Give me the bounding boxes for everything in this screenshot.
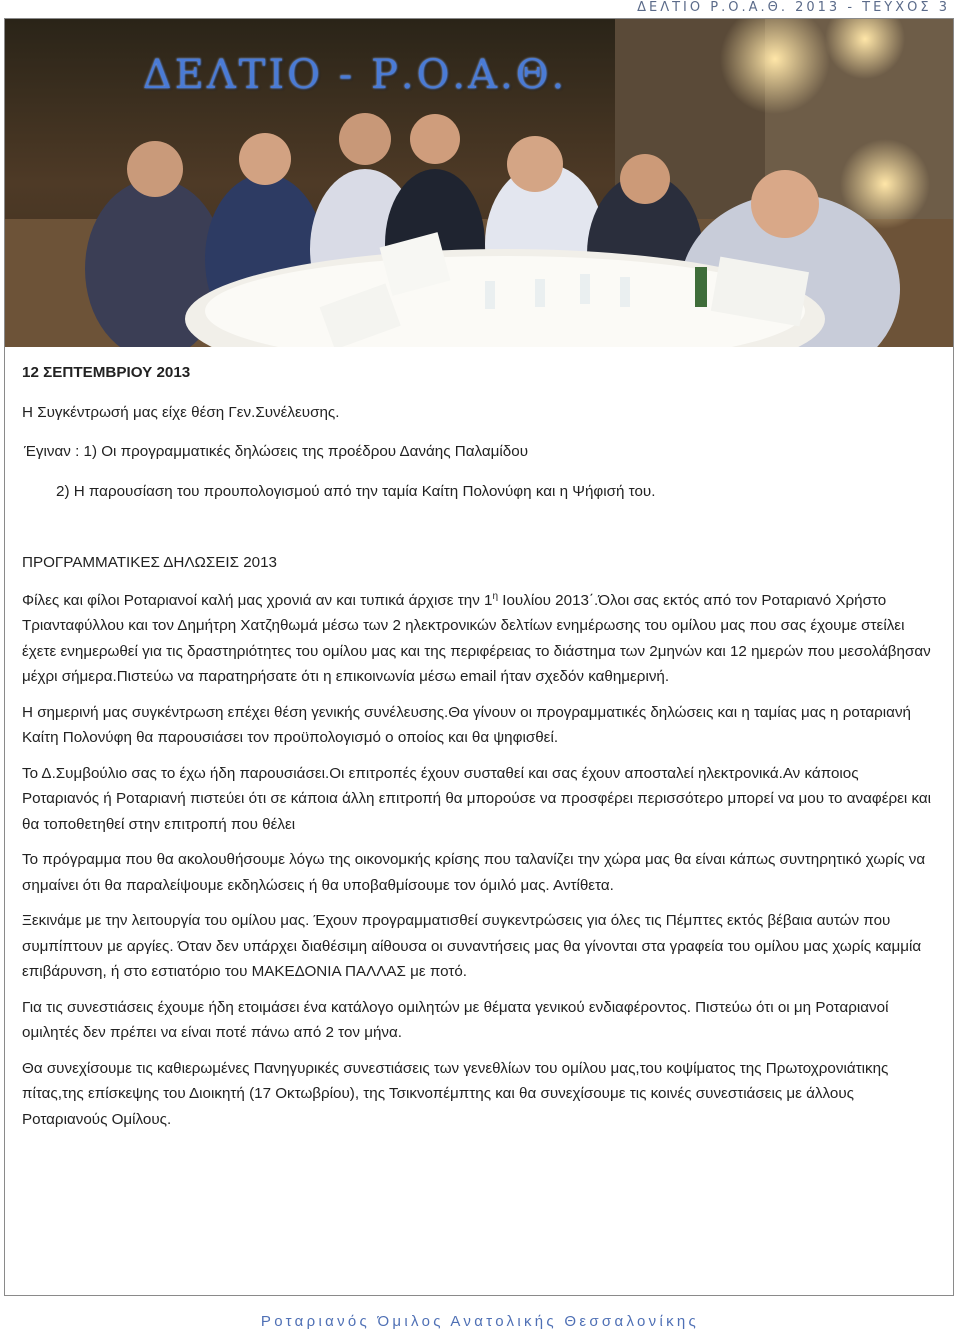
article-body xyxy=(22,360,937,1132)
section-title: ΠΡΟΓΡΑΜΜΑΤΙΚΕΣ ΔΗΛΩΣΕΙΣ 2013 xyxy=(22,554,277,571)
agenda-item-1: Έγιναν : 1) Οι προγραμματικές δηλώσεις της προέδρου Δανάης Παλαμίδου xyxy=(24,443,529,460)
meeting-date: 12 ΣΕΠΤΕΜΒΡΙΟΥ 2013 xyxy=(22,364,191,381)
paragraph-1-start: Φίλες και φίλοι Ροταριανοί καλή μας χρονιά αν και τυπικά άρχισε την 1 xyxy=(22,591,493,609)
footer-club-name: Ροταριανός Όμιλος Ανατολικής Θεσσαλονίκης xyxy=(260,1313,700,1330)
paragraph-4: Το πρόγραμμα που θα ακολουθήσουμε λόγω της οικονομκής κρίσης που ταλανίζει την χώρα μας θα είναι κάπως συντηρητικό χωρίς να σημαίνει ότι θα παραλείψουμε εκδηλώσεις ή θα υποβαθμίσουμε τον όμιλό μας. Αντίθετα. xyxy=(22,851,926,894)
paragraph-1-rest: Ιουλίου 2013΄.Όλοι σας εκτός από τον Ροταριανό Χρήστο Τριανταφύλλου και τον Δημήτρη Χατζηθωμά μέσω των 2 ηλεκτρονικών δελτίων ενημέρωσης του ομίλου μας που σας έχουμε στείλει έχετε ενημερωθεί για τις δραστηριότητες του ομίλου μας και της περιφέρειας το διάστημα των 2μηνών και 12 ημερών που μεσολάβησαν μέχρι σήμερα.Πιστεύω να παρατηρήσατε ότι η επικοινωνία μέσω email ήταν σχεδόν καθημερινή. xyxy=(22,591,931,686)
intro-line: Η Συγκέντρωσή μας είχε θέση Γεν.Συνέλευσης. xyxy=(22,403,340,421)
running-header: ΔΕΛΤΙΟ Ρ.Ο.Α.Θ. 2013 - ΤΕΥΧΟΣ 3 xyxy=(637,0,950,15)
paragraph-1 xyxy=(22,584,937,690)
paragraph-3: Το Δ.Συμβούλιο σας το έχω ήδη παρουσιάσει.Οι επιτροπές έχουν συσταθεί και σας έχουν αποσταλεί ηλεκτρονικά.Αν κάποιος Ροταριανός ή Ροταριανή πιστεύει ότι σε κάποια άλλη επιτροπή θα μπορούσε να προσφέρει περισσότερο μπορεί να μου το αναφέρει και θα τοποθετηθεί στην επιτροπή που θέλει xyxy=(22,764,932,833)
ordinal-superscript: η xyxy=(492,590,499,602)
banner-title: ΔΕΛΤΙΟ - Ρ.Ο.Α.Θ. xyxy=(142,52,568,98)
paragraph-6: Για τις συνεστιάσεις έχουμε ήδη ετοιμάσει ένα κατάλογο ομιλητών με θέματα γενικού ενδιαφέροντος. Πιστεύω ότι οι μη Ροταριανοί ομιλητές δεν πρέπει να είναι ποτέ πάνω από 2 τον μήνα. xyxy=(22,998,889,1042)
banner-photo xyxy=(5,19,953,347)
agenda-item-2: 2) Η παρουσίαση του προυπολογισμού από την ταμία Καίτη Πολονύφη και η Ψήφισή του. xyxy=(56,482,656,500)
paragraph-5: Ξεκινάμε με την λειτουργία του ομίλου μας. Έχουν προγραμματισθεί συγκεντρώσεις για όλες τις Πέμπτες εκτός βέβαια αυτών που συμπίπτουν με αργίες. Όταν δεν υπάρχει διαθέσιμη αίθουσα οι συναντήσεις μας θα γίνονται στα γραφεία του ομίλου μας χωρίς καμμία επιβάρυνση, ή στο εστιατόριο του ΜΑΚΕΔΟΝΙΑ ΠΑΛΛΑΣ με ποτό. xyxy=(22,912,922,981)
paragraph-2: Η σημερινή μας συγκέντρωση επέχει θέση γενικής συνέλευσης.Θα γίνουν οι προγραμματικές δηλώσεις και η ταμίας μας η ροταριανή Καίτη Πολονύφη θα παρουσιάσει τον προϋπολογισμό ο οποίος και θα ψηφισθεί. xyxy=(22,703,911,747)
paragraph-7: Θα συνεχίσουμε τις καθιερωμένες Πανηγυρικές συνεστιάσεις των γενεθλίων του ομίλου μας,του κοψίματος της Πρωτοχρονιάτικης πίτας,της επίσκεψης του Διοικητή (17 Οκτωβρίου), της Τσικνοπέμπτης και θα συνεχίσουμε τις κοινές συνεστιάσεις με άλλους Ροταριανούς Ομίλους. xyxy=(22,1059,889,1128)
